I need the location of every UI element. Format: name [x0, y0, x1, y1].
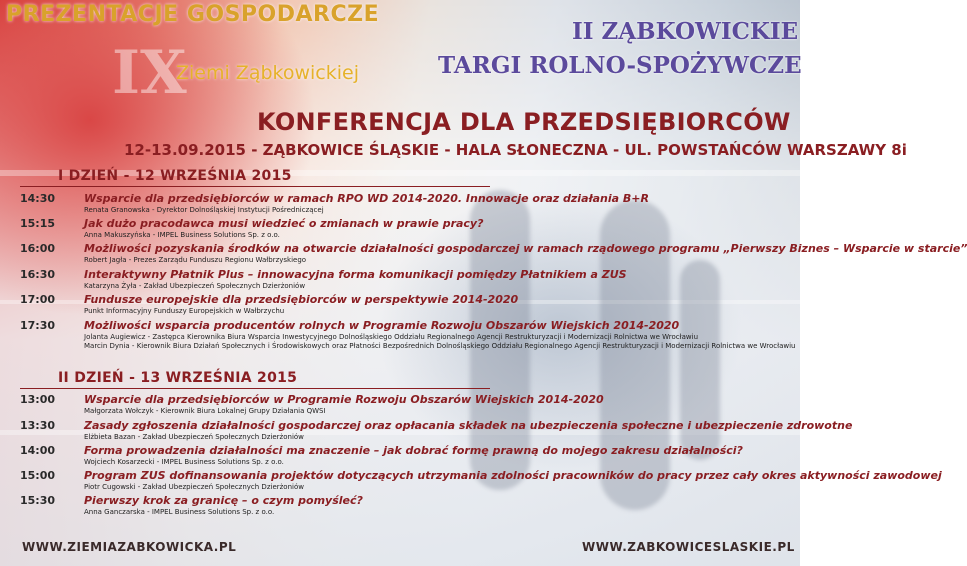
agenda-time: 15:15: [20, 217, 56, 230]
website-link-right[interactable]: WWW.ZABKOWICESLASKIE.PL: [582, 540, 795, 554]
divider: [20, 186, 490, 187]
agenda-speaker: Renata Granowska - Dyrektor Dolnośląskiej Instytucji Pośredniczącej: [84, 206, 324, 214]
agenda-title: Forma prowadzenia działalności ma znaczenie – jak dobrać formę prawną do mojego zakresu działalności?: [84, 444, 743, 457]
day1-heading: I DZIEŃ - 12 WRZEŚNIA 2015: [58, 168, 292, 184]
agenda-time: 14:00: [20, 444, 56, 457]
day2-heading: II DZIEŃ - 13 WRZEŚNIA 2015: [58, 370, 298, 386]
agenda-time: 16:00: [20, 242, 56, 255]
agenda-speaker: Elżbieta Bazan - Zakład Ubezpieczeń Społecznych Dzierżoniów: [84, 433, 304, 441]
agenda-time: 13:30: [20, 419, 56, 432]
agenda-title: Możliwości pozyskania środków na otwarcie działalności gospodarczej w ramach rządowego programu „Pierwszy Biznes – Wsparcie w starcie”: [84, 242, 967, 255]
agenda-speaker: Katarzyna Żyła - Zakład Ubezpieczeń Społecznych Dzierżoniów: [84, 282, 306, 290]
divider: [20, 388, 490, 389]
fair-title-line2: TARGI ROLNO-SPOŻYWCZE: [438, 52, 802, 79]
agenda-title: Fundusze europejskie dla przedsiębiorców w perspektywie 2014-2020: [84, 293, 519, 306]
agenda-speaker: Wojciech Kosarzecki - IMPEL Business Solutions Sp. z o.o.: [84, 458, 284, 466]
agenda-speaker: Małgorzata Wołczyk - Kierownik Biura Lokalnej Grupy Działania QWSI: [84, 407, 326, 415]
agenda-title: Wsparcie dla przedsiębiorców w ramach RPO WD 2014-2020. Innowacje oraz działania B+R: [84, 192, 649, 205]
agenda-title: Program ZUS dofinansowania projektów dotyczących utrzymania zdolności pracowników do pracy przez cały okres aktywności zawodowej: [84, 469, 942, 482]
agenda-speaker: Marcin Dynia - Kierownik Biura Działań Społecznych i Środowiskowych oraz Płatności Bezpośrednich Dolnośląskiego Oddziału Regionalnego Agencji Restrukturyzacji i Modernizacji Rolnictwa we Wrocławiu: [84, 342, 796, 350]
agenda-speaker: Piotr Cugowski - Zakład Ubezpieczeń Społecznych Dzierżoniów: [84, 483, 304, 491]
brand-subtitle: Ziemi Ząbkowickiej: [176, 62, 359, 84]
agenda-title: Interaktywny Płatnik Plus – innowacyjna forma komunikacji pomiędzy Płatnikiem a ZUS: [84, 268, 627, 281]
agenda-speaker: Anna Makuszyńska - IMPEL Business Solutions Sp. z o.o.: [84, 231, 280, 239]
agenda-time: 15:00: [20, 469, 56, 482]
agenda-title: Zasady zgłoszenia działalności gospodarczej oraz opłacania składek na ubezpieczenia społeczne i ubezpieczenie zdrowotne: [84, 419, 853, 432]
agenda-speaker: Punkt Informacyjny Funduszy Europejskich w Wałbrzychu: [84, 307, 285, 315]
edition-numeral: IX: [112, 38, 187, 108]
conference-title: KONFERENCJA DLA PRZEDSIĘBIORCÓW: [257, 108, 791, 136]
agenda-title: Wsparcie dla przedsiębiorców w Programie Rozwoju Obszarów Wiejskich 2014-2020: [84, 393, 604, 406]
agenda-speaker: Anna Ganczarska - IMPEL Business Solutions Sp. z o.o.: [84, 508, 275, 516]
agenda-time: 16:30: [20, 268, 56, 281]
agenda-time: 17:30: [20, 319, 56, 332]
agenda-time: 17:00: [20, 293, 56, 306]
agenda-time: 14:30: [20, 192, 56, 205]
agenda-title: Jak dużo pracodawca musi wiedzieć o zmianach w prawie pracy?: [84, 217, 484, 230]
fair-title-line1: II ZĄBKOWICKIE: [572, 18, 799, 45]
agenda-title: Możliwości wsparcia producentów rolnych w Programie Rozwoju Obszarów Wiejskich 2014-2020: [84, 319, 680, 332]
agenda-time: 13:00: [20, 393, 56, 406]
agenda-time: 15:30: [20, 494, 56, 507]
agenda-speaker: Jolanta Augiewicz - Zastępca Kierownika Biura Wsparcia Inwestycyjnego Dolnośląskiego Oddziału Regionalnego Agencji Restrukturyzacji i Modernizacji Rolnictwa we Wrocławiu: [84, 333, 699, 341]
conference-details: 12-13.09.2015 - ZĄBKOWICE ŚLĄSKIE - HALA SŁONECZNA - UL. POWSTAŃCÓW WARSZAWY 8i: [124, 141, 907, 159]
website-link-left[interactable]: WWW.ZIEMIAZABKOWICKA.PL: [22, 540, 237, 554]
agenda-title: Pierwszy krok za granicę – o czym pomyśleć?: [84, 494, 363, 507]
agenda-speaker: Robert Jagła - Prezes Zarządu Funduszu Regionu Wałbrzyskiego: [84, 256, 307, 264]
brand-title: PREZENTACJE GOSPODARCZE: [6, 2, 380, 27]
